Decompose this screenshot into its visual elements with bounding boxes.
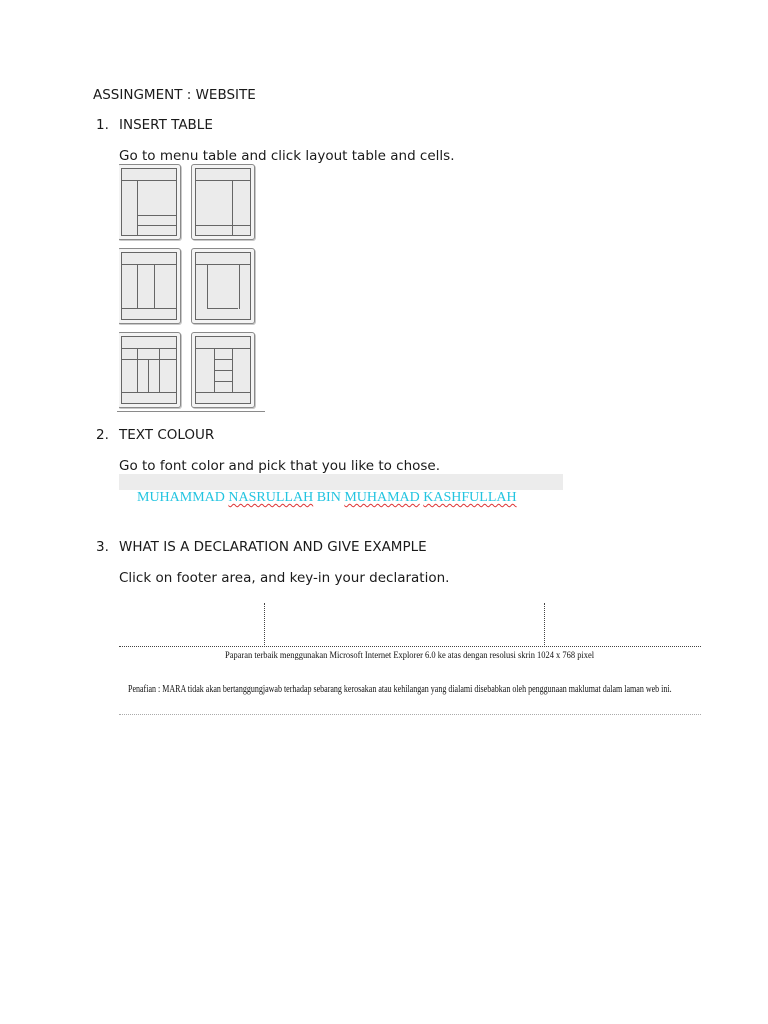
layout-tile xyxy=(191,164,255,240)
section-3-heading: WHAT IS A DECLARATION AND GIVE EXAMPLE xyxy=(119,539,427,555)
layout-tile xyxy=(117,164,181,240)
section-1-number: 1. xyxy=(96,117,109,133)
layout-table-gallery xyxy=(117,164,267,414)
layout-tile xyxy=(117,248,181,324)
name-word: MUHAMAD xyxy=(344,490,420,505)
section-3-instruction: Click on footer area, and key-in your declaration. xyxy=(119,570,450,586)
name-word: NASRULLAH xyxy=(228,490,314,505)
layout-tile xyxy=(117,332,181,408)
name-word: MUHAMMAD xyxy=(137,490,225,505)
section-2-number: 2. xyxy=(96,427,109,443)
document-title: ASSINGMENT : WEBSITE xyxy=(93,87,256,103)
layout-tile xyxy=(191,248,255,324)
section-1-instruction: Go to menu table and click layout table and cells. xyxy=(119,148,455,164)
column-divider xyxy=(544,603,545,645)
footer-top-border xyxy=(119,646,701,647)
section-2-heading: TEXT COLOUR xyxy=(119,427,215,443)
name-word: BIN xyxy=(316,490,341,505)
column-divider xyxy=(264,603,265,645)
footer-bottom-border xyxy=(119,714,701,715)
footer-line-1: Paparan terbaik menggunakan Microsoft Internet Explorer 6.0 ke atas dengan resolusi skrin 1024 x 768 pixel xyxy=(225,651,595,661)
footer-line-2: Penafian : MARA tidak akan bertanggungjawab terhadap sebarang kerosakan atau kehilangan yang dialami disebabkan oleh penggunaan maklumat dalam laman web ini. xyxy=(128,684,672,695)
section-3-number: 3. xyxy=(96,539,109,555)
name-word: KASHFULLAH xyxy=(423,490,517,505)
layout-tile xyxy=(191,332,255,408)
section-1-heading: INSERT TABLE xyxy=(119,117,213,133)
footer-example xyxy=(119,603,701,718)
colored-name-band xyxy=(119,474,563,490)
colored-name-text xyxy=(137,490,517,506)
section-2-instruction: Go to font color and pick that you like to chose. xyxy=(119,458,441,474)
